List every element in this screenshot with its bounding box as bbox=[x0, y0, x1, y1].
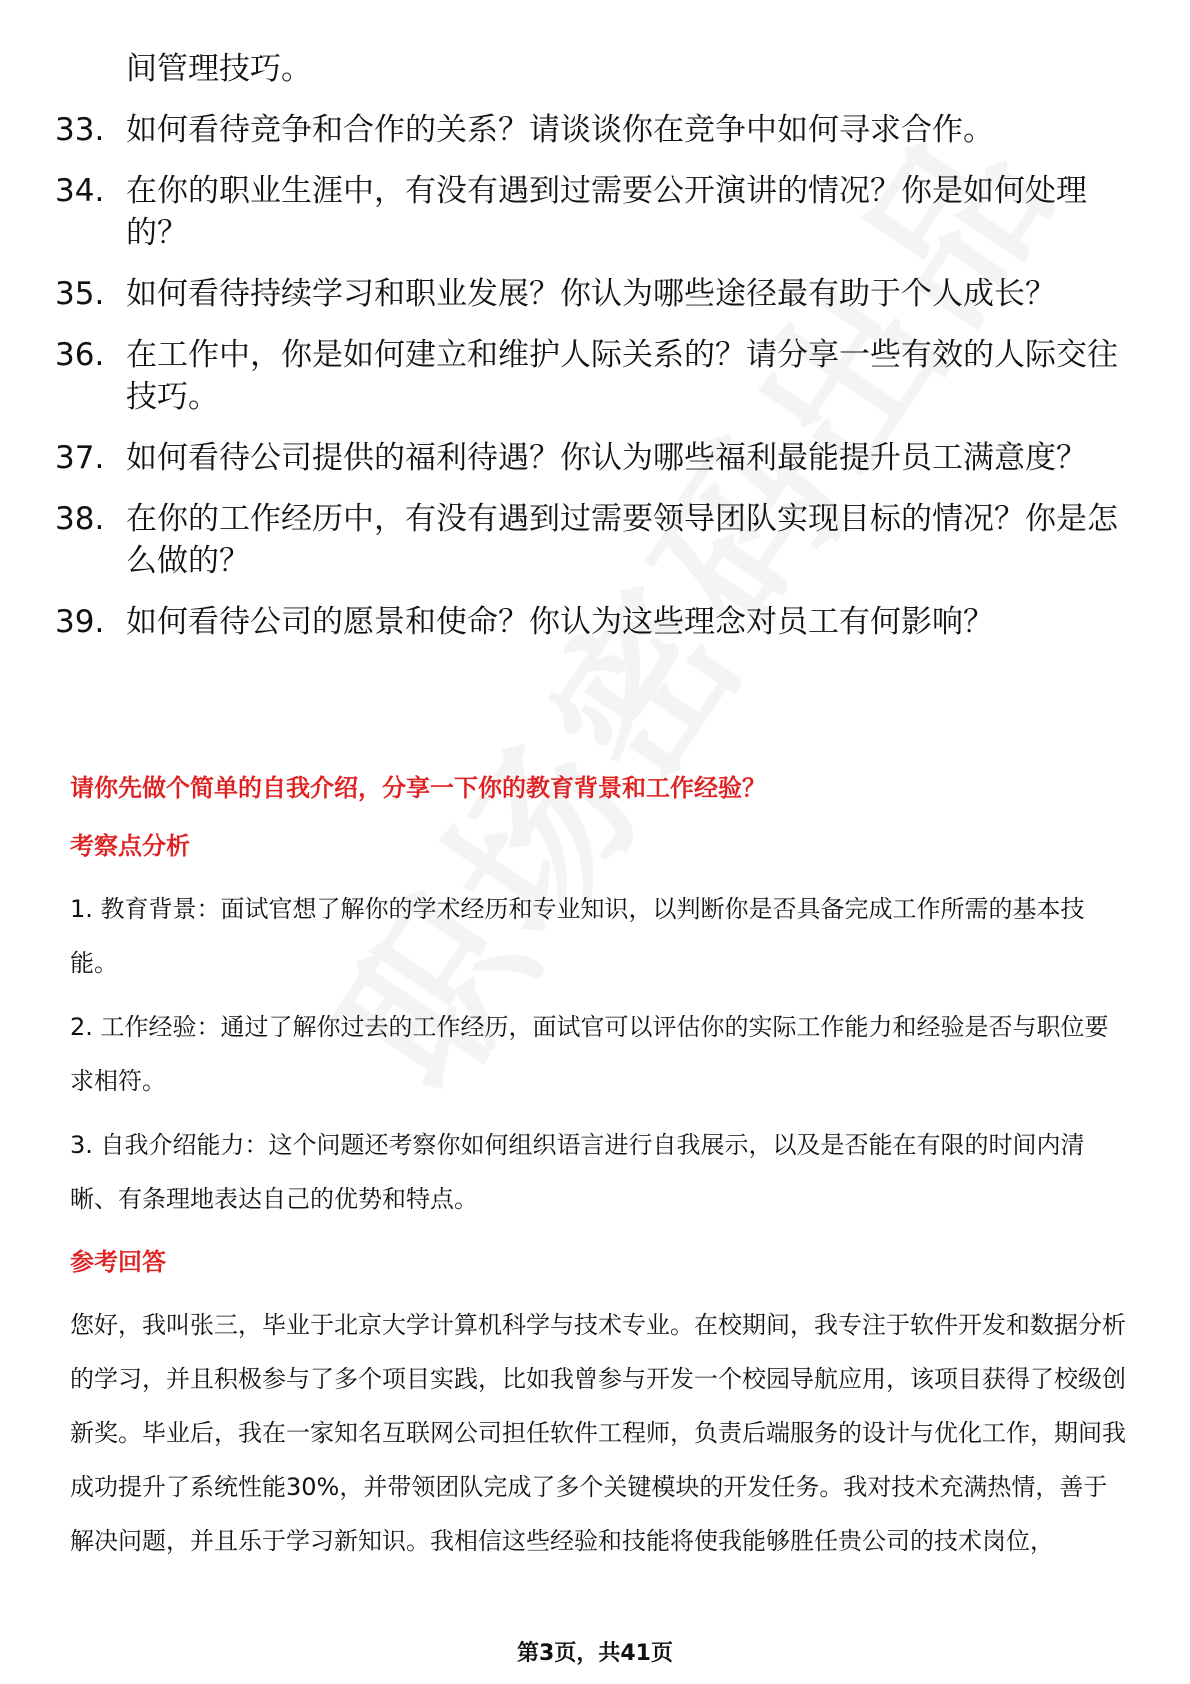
question-text: 如何看待公司提供的福利待遇？你认为哪些福利最能提升员工满意度？ bbox=[126, 440, 1087, 476]
question-list bbox=[55, 48, 1135, 662]
analysis-point: 2. 工作经验：通过了解你过去的工作经历，面试官可以评估你的实际工作能力和经验是否与职位要求相符。 bbox=[70, 1013, 1109, 1095]
section-question: 请你先做个简单的自我介绍，分享一下你的教育背景和工作经验？ bbox=[70, 774, 766, 802]
analysis-point: 3. 自我介绍能力：这个问题还考察你如何组织语言进行自我展示，以及是否能在有限的时间内清晰、有条理地表达自己的优势和特点。 bbox=[70, 1131, 1085, 1213]
list-item bbox=[55, 498, 1135, 582]
question-text: 在你的职业生涯中，有没有遇到过需要公开演讲的情况？你是如何处理的？ bbox=[126, 173, 1087, 251]
question-number: 39. bbox=[55, 604, 105, 640]
question-number: 38. bbox=[55, 501, 105, 537]
question-number: 35. bbox=[55, 276, 105, 312]
question-text: 如何看待竞争和合作的关系？请谈谈你在竞争中如何寻求合作。 bbox=[126, 112, 994, 148]
list-item bbox=[55, 109, 1135, 151]
list-item bbox=[55, 437, 1135, 479]
list-item bbox=[55, 334, 1135, 418]
question-number: 37. bbox=[55, 440, 105, 476]
question-text: 如何看待公司的愿景和使命？你认为这些理念对员工有何影响？ bbox=[126, 604, 994, 640]
list-item bbox=[55, 601, 1135, 643]
question-number: 33. bbox=[55, 112, 105, 148]
question-text: 在工作中，你是如何建立和维护人际关系的？请分享一些有效的人际交往技巧。 bbox=[126, 337, 1118, 415]
continuation-line: 间管理技巧。 bbox=[126, 51, 312, 87]
analysis-heading: 考察点分析 bbox=[70, 832, 190, 860]
question-text: 如何看待持续学习和职业发展？你认为哪些途径最有助于个人成长？ bbox=[126, 276, 1056, 312]
list-item bbox=[55, 170, 1135, 254]
page-footer: 第3页，共41页 bbox=[517, 1641, 673, 1666]
analysis-point: 1. 教育背景：面试官想了解你的学术经历和专业知识，以判断你是否具备完成工作所需的基本技能。 bbox=[70, 895, 1085, 977]
answer-section bbox=[70, 768, 1130, 1568]
list-item bbox=[55, 273, 1135, 315]
question-text: 在你的工作经历中，有没有遇到过需要领导团队实现目标的情况？你是怎么做的？ bbox=[126, 501, 1118, 579]
reference-answer: 您好，我叫张三，毕业于北京大学计算机科学与技术专业。在校期间，我专注于软件开发和数据分析的学习，并且积极参与了多个项目实践，比如我曾参与开发一个校园导航应用，该项目获得了校级创新奖。毕业后，我在一家知名互联网公司担任软件工程师，负责后端服务的设计与优化工作，期间我成功提升了系统性能30%，并带领团队完成了多个关键模块的开发任务。我对技术充满热情，善于解决问题，并且乐于学习新知识。我相信这些经验和技能将使我能够胜任贵公司的技术岗位， bbox=[70, 1311, 1126, 1555]
question-number: 34. bbox=[55, 173, 105, 209]
reference-heading: 参考回答 bbox=[70, 1248, 166, 1276]
question-number: 36. bbox=[55, 337, 105, 373]
